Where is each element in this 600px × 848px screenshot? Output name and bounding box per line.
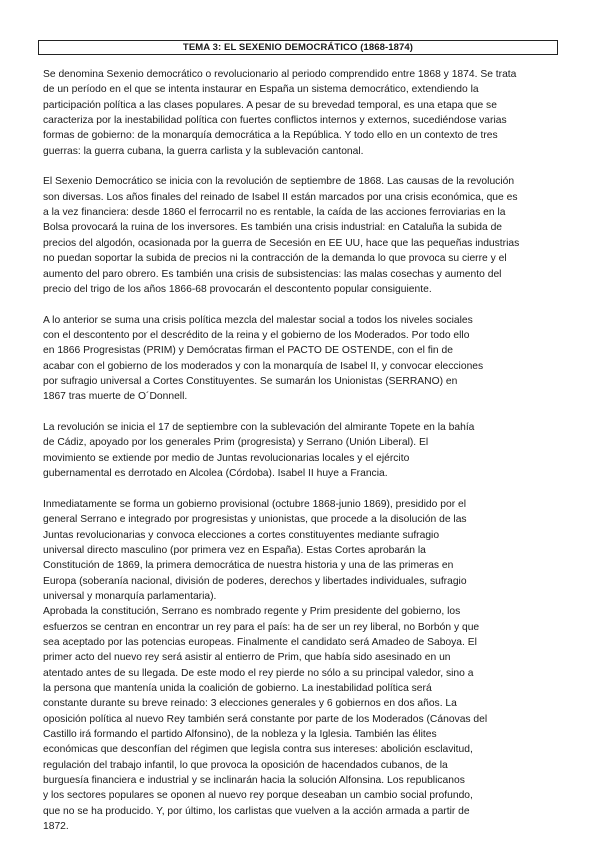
text-line: burguesía financiera e industrial y se inclinarán hacia la solución Alfonsina. Los republicanos	[43, 775, 465, 786]
text-line: Juntas revolucionarias y convoca elecciones a cortes constituyentes mediante sufragio	[43, 529, 440, 541]
text-line: universal directo masculino (por primera vez en España). Estas Cortes aprobarán la	[43, 544, 426, 556]
text-line: Europa (soberanía nacional, división de poderes, derechos y libertades individuales, sufragio	[43, 575, 467, 587]
text-line: general Serrano e integrado por progresistas y unionistas, que procede a la disolución de las	[43, 514, 467, 526]
text-line: Aprobada la constitución, Serrano es nombrado regente y Prim presidente del gobierno, los	[43, 606, 461, 618]
text-line: La revolución se inicia el 17 de septiembre con la sublevación del almirante Topete en la bahía	[43, 422, 475, 434]
text-line: caracteriza por la inestabilidad política con fuertes conflictos internos y externos, sucediéndose varias	[43, 115, 507, 127]
text-line: con el descontento por el descrédito de la reina y el gobierno de los Moderados. Por todo ello	[43, 329, 470, 341]
text-line: gubernamental es derrotado en Alcolea (Córdoba). Isabel II huye a Francia.	[43, 468, 388, 480]
text-line: esfuerzos se centran en encontrar un rey para el país: ha de ser un rey liberal, no Borbón y que	[43, 621, 480, 633]
text-line: primer acto del nuevo rey será asistir al entierro de Prim, que había sido asesinado en un	[43, 652, 451, 664]
text-line: Inmediatamente se forma un gobierno provisional (octubre 1868-junio 1869), presidido por el	[43, 498, 466, 510]
text-line: atentado antes de su llegada. De este modo el rey pierde no sólo a su principal valedor, sino a	[43, 667, 474, 679]
text-line: que no se ha producido. Y, por último, los carlistas que vuelven a la acción armada a partir de	[43, 805, 470, 817]
text-line: movimiento se extiende por medio de Juntas revolucionarias locales y el ejército	[43, 452, 410, 464]
paragraph-3	[43, 313, 559, 405]
text-line: y los sectores populares se oponen al nuevo rey porque deseaban un cambio social profundo,	[43, 790, 473, 802]
text-line: universal y monarquía parlamentaria).	[43, 590, 217, 602]
paragraph-1	[43, 67, 559, 159]
text-line: El Sexenio Democrático se inicia con la revolución de septiembre de 1868. Las causas de la revolución	[43, 176, 515, 188]
text-line: Castillo irá formando el partido Alfonsino), de la nobleza y la Iglesia. También las élites	[43, 728, 437, 740]
text-line: guerras: la guerra cubana, la guerra carlista y la sublevación cantonal.	[43, 145, 364, 157]
text-line: constante durante su breve reinado: 3 elecciones generales y 6 gobiernos en dos años. La	[43, 698, 457, 710]
text-line: Bolsa provocará la ruina de los inversores. Es también una crisis industrial: en Cataluña la subida de	[43, 222, 503, 234]
page-title: TEMA 3: EL SEXENIO DEMOCRÁTICO (1868-1874)	[38, 40, 558, 55]
text-line: en 1866 Progresistas (PRIM) y Demócratas firman el PACTO DE OSTENDE, con el fin de	[43, 345, 453, 357]
text-line: económicas que desconfían del régimen que legisla contra sus intereses: abolición esclavitud,	[43, 744, 473, 756]
text-line: regulación del trabajo infantil, lo que provoca la oposición de hacendados cubanos, de la	[43, 759, 448, 771]
text-line: no puedan soportar la subida de precios ni la contracción de la demanda lo que provoca su cierre y el	[43, 253, 507, 265]
text-line: son diversas. Los años finales del reinado de Isabel II están marcados por una crisis económica, que es	[43, 191, 518, 203]
text-line: sea aceptado por las potencias europeas. Finalmente el candidato será Amadeo de Saboya. El	[43, 636, 477, 648]
document-body	[43, 67, 559, 834]
paragraph-gap	[43, 481, 559, 496]
paragraph-gap	[43, 405, 559, 420]
text-line: la persona que mantenía unida la coalición de gobierno. La inestabilidad política será	[43, 682, 432, 694]
text-line: participación política a las clases populares. A pesar de su brevedad temporal, es una etapa que se	[43, 99, 497, 111]
text-line: Constitución de 1869, la primera democrática de nuestra historia y una de las primeras en	[43, 560, 454, 572]
text-line: 1867 tras muerte de O´Donnell.	[43, 391, 188, 403]
paragraph-5	[43, 497, 559, 835]
paragraph-4	[43, 420, 559, 481]
text-line: 1872.	[43, 821, 69, 833]
paragraph-gap	[43, 297, 559, 312]
paragraph-gap	[43, 159, 559, 174]
text-line: precios del algodón, ocasionada por la guerra de Secesión en EE UU, hace que las pequeñas industrias	[43, 237, 520, 249]
text-line: precio del trigo de los años 1866-68 provocarán el descontento popular consiguiente.	[43, 283, 432, 295]
text-line: de un período en el que se intenta instaurar en España un sistema democrático, extendiendo la	[43, 84, 479, 96]
text-line: formas de gobierno: de la monarquía democrática a la República. Y todo ello en un contexto de tres	[43, 130, 498, 142]
text-line: A lo anterior se suma una crisis política mezcla del malestar social a todos los niveles sociales	[43, 314, 473, 326]
text-line: por sufragio universal a Cortes Constituyentes. Se sumarán los Unionistas (SERRANO) en	[43, 375, 458, 387]
text-line: oposición política al nuevo Rey también será constante por parte de los Moderados (Cánovas del	[43, 713, 488, 725]
text-line: Se denomina Sexenio democrático o revolucionario al periodo comprendido entre 1868 y 1874. Se trata	[43, 69, 517, 80]
text-line: acabar con el gobierno de los moderados y con la monarquía de Isabel II, y convocar elecciones	[43, 360, 484, 372]
paragraph-2	[43, 174, 559, 297]
text-line: aumento del paro obrero. Es también una crisis de subsistencias: las malas cosechas y aumento del	[43, 268, 502, 280]
text-line: a la vez financiera: desde 1860 el ferrocarril no es rentable, la caída de las acciones ferroviarias en la	[43, 207, 506, 219]
text-line: de Cádiz, apoyado por los generales Prim (progresista) y Serrano (Unión Liberal). El	[43, 437, 429, 449]
